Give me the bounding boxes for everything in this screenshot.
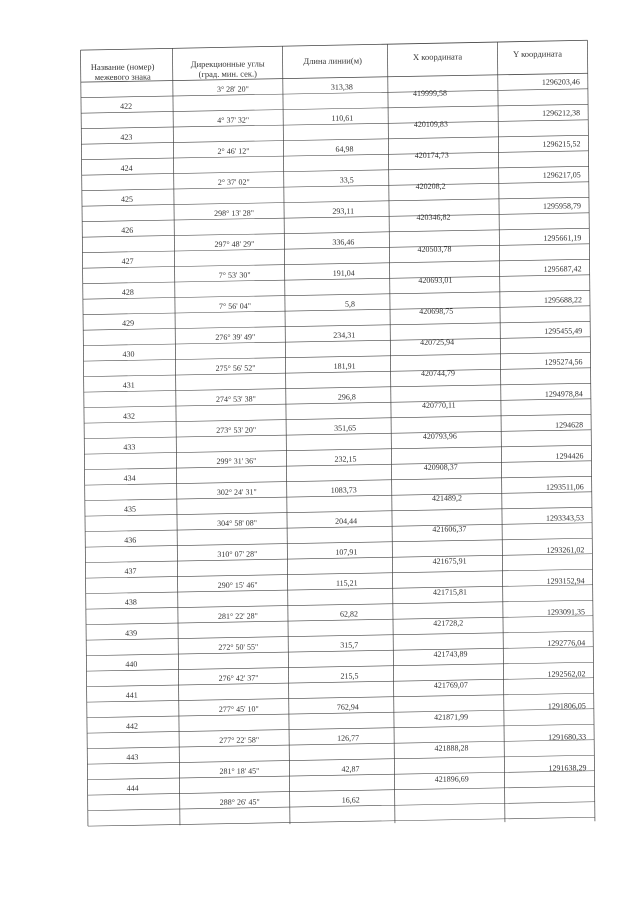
- y-coordinate-cell: 1294426: [555, 451, 584, 461]
- mark-number-cell: 425: [120, 194, 133, 204]
- y-coordinate-cell: 1291806,05: [547, 700, 586, 711]
- x-coordinate-cell: 421489,2: [431, 493, 463, 503]
- x-coordinate-cell: 420109,83: [413, 119, 448, 129]
- x-coordinate-cell: 421871,99: [434, 711, 469, 722]
- mark-number-cell: 423: [120, 132, 133, 142]
- length-cell: 234,31: [333, 330, 356, 340]
- y-coordinate-cell: 1293343,53: [545, 513, 585, 524]
- mark-number-cell: 427: [121, 256, 134, 266]
- x-coordinate-cell: 420744,79: [420, 368, 456, 379]
- mark-number-cell: 426: [121, 225, 134, 235]
- length-cell: 296,8: [337, 392, 356, 402]
- mark-number-cell: 434: [123, 473, 136, 483]
- angle-cell: 2° 46' 12": [217, 146, 250, 156]
- x-coordinate-cell: 420208,2: [415, 181, 446, 192]
- header-length: Длина линии(м): [303, 55, 362, 67]
- x-coordinate-cell: 420174,73: [414, 150, 449, 160]
- angle-cell: 288° 26' 45": [219, 797, 260, 807]
- mark-number-cell: 443: [126, 752, 139, 762]
- header-angle: Дирекционные углы (град. мин. сек.): [190, 58, 265, 80]
- column-divider: [81, 50, 88, 826]
- y-coordinate-cell: 1293091,35: [546, 607, 585, 617]
- table-top-border: [80, 40, 587, 50]
- angle-cell: 275° 56' 52": [215, 363, 256, 373]
- row-divider: [88, 817, 595, 826]
- mark-number-cell: 429: [122, 318, 135, 328]
- length-cell: 5,8: [344, 299, 356, 309]
- mark-number-cell: 441: [125, 690, 138, 700]
- column-divider: [387, 44, 394, 823]
- y-coordinate-cell: 1296217,05: [542, 170, 581, 180]
- x-coordinate-cell: 421888,28: [434, 743, 469, 753]
- mark-number-cell: 432: [122, 411, 136, 421]
- y-coordinate-cell: 1295688,22: [543, 295, 582, 305]
- x-coordinate-cell: 421728,2: [433, 618, 464, 628]
- length-cell: 315,7: [340, 640, 359, 650]
- x-coordinate-cell: 421769,07: [433, 680, 468, 691]
- angle-cell: 2° 37' 02": [217, 177, 250, 187]
- angle-cell: 304° 58' 08": [217, 518, 258, 528]
- y-coordinate-cell: 1295455,49: [544, 326, 583, 336]
- length-cell: 64,98: [335, 144, 354, 154]
- length-cell: 16,62: [341, 795, 360, 805]
- length-cell: 215,5: [340, 671, 359, 681]
- angle-cell: 277° 45' 10": [218, 704, 259, 714]
- angle-cell: 274° 53' 38": [215, 394, 256, 404]
- x-coordinate-cell: 420698,75: [419, 306, 454, 316]
- length-cell: 110,61: [331, 113, 354, 123]
- mark-number-cell: 433: [123, 442, 136, 452]
- header-name: Название (номер) межевого знака: [90, 61, 155, 83]
- length-cell: 42,87: [341, 764, 360, 774]
- angle-cell: 277° 22' 58": [219, 735, 260, 745]
- y-coordinate-cell: 1295958,79: [542, 201, 582, 212]
- angle-cell: 273° 53' 20": [216, 425, 257, 435]
- y-coordinate-cell: 1294978,84: [544, 388, 583, 399]
- y-coordinate-cell: 1295687,42: [543, 264, 582, 274]
- y-coordinate-cell: 1293152,94: [546, 576, 585, 586]
- x-coordinate-cell: 420770,11: [421, 400, 456, 410]
- y-coordinate-cell: 1292776,04: [547, 638, 586, 648]
- x-coordinate-cell: 421675,91: [432, 555, 467, 566]
- length-cell: 62,82: [339, 609, 358, 619]
- length-cell: 1083,73: [330, 485, 357, 495]
- angle-cell: 302° 24' 31": [216, 487, 257, 497]
- header-y: Y координата: [513, 48, 563, 59]
- angle-cell: 4° 37' 32": [217, 115, 250, 125]
- mark-number-cell: 435: [123, 504, 136, 514]
- angle-cell: 276° 42' 37": [218, 673, 259, 683]
- mark-number-cell: 422: [120, 101, 133, 111]
- y-coordinate-cell: 1291638,29: [548, 763, 587, 773]
- mark-number-cell: 431: [122, 380, 135, 390]
- length-cell: 336,46: [332, 237, 355, 247]
- length-cell: 762,94: [336, 702, 359, 712]
- angle-cell: 281° 18' 45": [219, 766, 260, 776]
- length-cell: 313,38: [330, 82, 353, 92]
- y-coordinate-cell: 1295274,56: [544, 357, 583, 368]
- length-cell: 293,11: [332, 206, 355, 216]
- mark-number-cell: 437: [124, 566, 137, 576]
- header-x: X координата: [412, 51, 463, 62]
- x-coordinate-cell: 421606,37: [432, 524, 467, 535]
- angle-cell: 7° 53' 30": [218, 270, 251, 280]
- mark-number-cell: 428: [121, 287, 134, 297]
- x-coordinate-cell: 420346,82: [416, 212, 451, 223]
- y-coordinate-cell: 1295661,19: [543, 232, 582, 243]
- x-coordinate-cell: 420693,01: [418, 275, 453, 285]
- x-coordinate-cell: 420725,94: [420, 337, 455, 347]
- x-coordinate-cell: 420793,96: [422, 431, 457, 441]
- angle-cell: 298° 13' 28": [214, 208, 255, 218]
- y-coordinate-cell: 1293511,06: [545, 482, 584, 492]
- mark-number-cell: 442: [125, 721, 139, 731]
- x-coordinate-cell: 419999,58: [412, 88, 447, 98]
- mark-number-cell: 439: [125, 628, 138, 638]
- y-coordinate-cell: 1296203,46: [541, 76, 580, 87]
- angle-cell: 272° 50' 55": [218, 642, 259, 652]
- angle-cell: 297° 48' 29": [214, 239, 255, 249]
- length-cell: 181,91: [333, 361, 356, 371]
- length-cell: 33,5: [339, 175, 354, 185]
- length-cell: 126,77: [337, 733, 360, 743]
- x-coordinate-cell: 421743,89: [433, 649, 468, 659]
- angle-cell: 290° 15' 46": [217, 580, 258, 590]
- angle-cell: 299° 31' 36": [216, 456, 257, 466]
- length-cell: 351,65: [334, 423, 357, 433]
- angle-cell: 7° 56' 04": [218, 301, 251, 311]
- y-coordinate-cell: 1293261,02: [546, 544, 585, 555]
- y-coordinate-cell: 1292562,02: [547, 669, 586, 679]
- x-coordinate-cell: 420503,78: [417, 244, 452, 254]
- column-divider: [497, 42, 504, 822]
- length-cell: 191,04: [332, 268, 355, 278]
- length-cell: 115,21: [335, 578, 358, 588]
- x-coordinate-cell: 421896,69: [434, 774, 469, 784]
- angle-cell: 276° 39' 49": [215, 332, 256, 342]
- mark-number-cell: 430: [122, 349, 135, 359]
- angle-cell: 281° 22' 28": [217, 611, 258, 621]
- mark-number-cell: 440: [125, 659, 138, 669]
- mark-number-cell: 424: [120, 163, 133, 173]
- length-cell: 232,15: [334, 454, 357, 464]
- column-divider: [587, 40, 594, 821]
- y-coordinate-cell: 1294628: [555, 420, 584, 430]
- mark-number-cell: 438: [124, 597, 137, 607]
- y-coordinate-cell: 1296215,52: [542, 139, 581, 149]
- y-coordinate-cell: 1291680,33: [548, 732, 587, 742]
- y-coordinate-cell: 1296212,38: [542, 108, 581, 118]
- length-cell: 204,44: [335, 516, 358, 526]
- angle-cell: 310° 07' 28": [217, 549, 258, 559]
- x-coordinate-cell: 420908,37: [423, 462, 458, 472]
- mark-number-cell: 436: [124, 535, 137, 545]
- x-coordinate-cell: 421715,81: [432, 587, 467, 597]
- angle-cell: 3° 28' 20": [216, 84, 249, 94]
- length-cell: 107,91: [335, 547, 358, 557]
- mark-number-cell: 444: [126, 783, 139, 793]
